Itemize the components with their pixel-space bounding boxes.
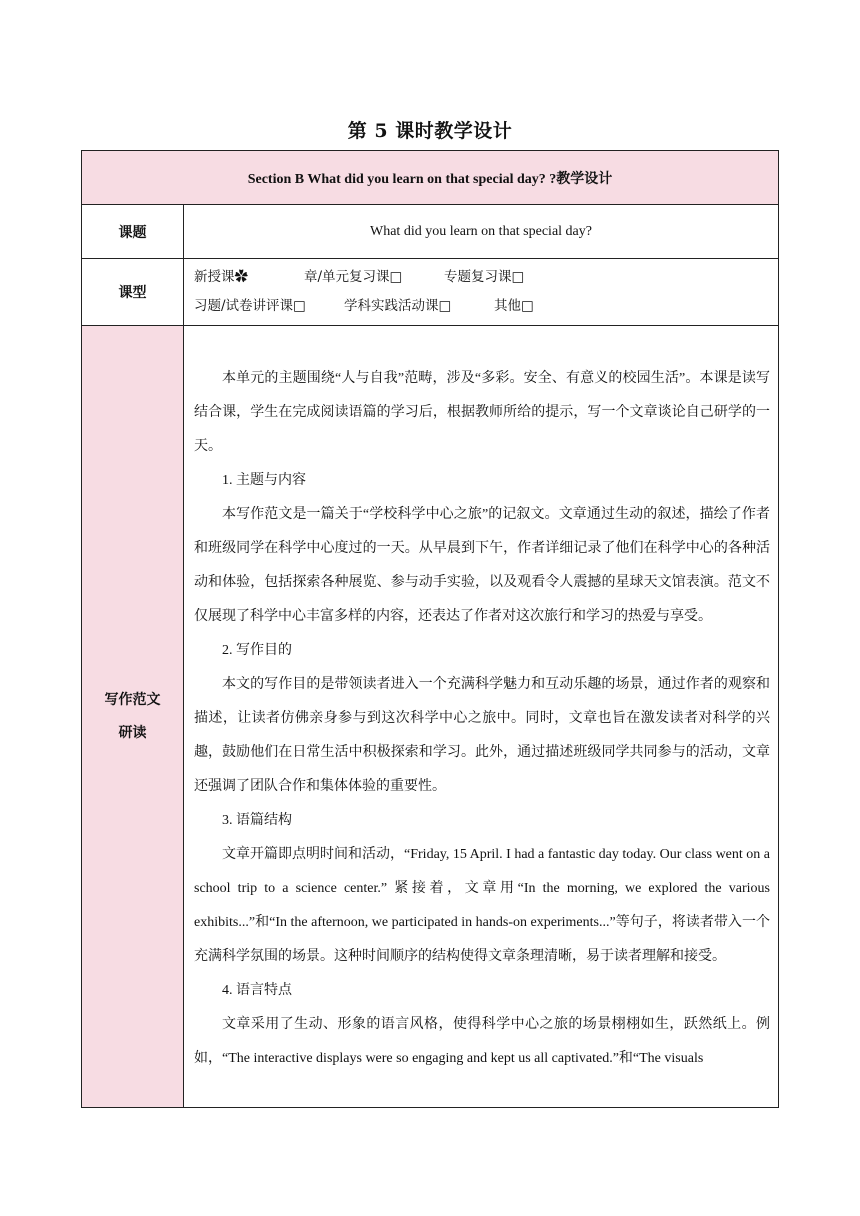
theme-paragraph: 本写作范文是一篇关于“学校科学中心之旅”的记叙文。文章通过生动的叙述，描绘了作者和班级同学在科学中心度过的一天。从早晨到下午，作者详细记录了他们在科学中心的各种活动和体验，包括探索各种展览、参与动手实验，以及观看令人震撼的星球天文馆表演。范文不仅展现了科学中心丰富多样的内容，还表达了作者对这次旅行和学习的热爱与享受。 bbox=[194, 507, 770, 624]
lesson-plan-table bbox=[81, 150, 779, 1108]
page-title: 第 5 课时教学设计 bbox=[347, 120, 513, 142]
lesson-type-option: 专题复习课□ bbox=[444, 269, 525, 285]
topic-value: What did you learn on that special day? bbox=[184, 205, 779, 259]
writing-analysis-row bbox=[82, 326, 779, 1108]
lesson-type-option: 新授课✿ bbox=[194, 269, 248, 285]
section-heading-structure: 3. 语篇结构 bbox=[222, 813, 292, 828]
lesson-type-row bbox=[82, 259, 779, 326]
lesson-type-label: 课型 bbox=[82, 259, 184, 326]
section-heading-purpose: 2. 写作目的 bbox=[222, 643, 292, 658]
lesson-type-option: 学科实践活动课□ bbox=[344, 298, 452, 314]
lesson-type-line-2 bbox=[194, 292, 778, 321]
writing-analysis-label-line1: 写作范文 bbox=[104, 691, 161, 708]
lesson-type-option: 其他□ bbox=[494, 298, 534, 314]
lesson-type-option: 章/单元复习课□ bbox=[304, 269, 403, 285]
language-paragraph: 文章采用了生动、形象的语言风格，使得科学中心之旅的场景栩栩如生，跃然纸上。例如，“The interactive displays were so engaging and kept us all captivated.”和“The visuals bbox=[194, 1017, 770, 1066]
structure-paragraph: 文章开篇即点明时间和活动，“Friday, 15 April. I had a fantastic day today. Our class went on a school trip to a science center.” 紧接着，文章用“In the morning, we explored the various exhibits...”和“In the afternoon, we participated in hands-on experiments...”等句子，将读者带入一个充满科学氛围的场景。这种时间顺序的结构使得文章条理清晰，易于读者理解和接受。 bbox=[194, 847, 770, 964]
section-heading-language: 4. 语言特点 bbox=[222, 983, 292, 998]
intro-paragraph: 本单元的主题围绕“人与自我”范畴，涉及“多彩。安全、有意义的校园生活”。本课是读写结合课，学生在完成阅读语篇的学习后，根据教师所给的提示，写一个文章谈论自己研学的一天。 bbox=[194, 371, 770, 454]
table-header: Section B What did you learn on that special day? ?教学设计 bbox=[82, 151, 779, 205]
writing-analysis-content bbox=[184, 326, 779, 1108]
table-header-row bbox=[82, 151, 779, 205]
lesson-type-line-1 bbox=[194, 263, 778, 292]
topic-label: 课题 bbox=[82, 205, 184, 259]
writing-analysis-label-line2: 研读 bbox=[118, 724, 147, 741]
writing-analysis-label bbox=[82, 326, 184, 1108]
section-heading-theme: 1. 主题与内容 bbox=[222, 473, 306, 488]
lesson-type-options bbox=[184, 259, 779, 326]
lesson-type-option: 习题/试卷讲评课□ bbox=[194, 298, 306, 314]
topic-row bbox=[82, 205, 779, 259]
purpose-paragraph: 本文的写作目的是带领读者进入一个充满科学魅力和互动乐趣的场景，通过作者的观察和描述，让读者仿佛亲身参与到这次科学中心之旅中。同时，文章也旨在激发读者对科学的兴趣，鼓励他们在日常生活中积极探索和学习。此外，通过描述班级同学共同参与的活动，文章还强调了团队合作和集体体验的重要性。 bbox=[194, 677, 770, 794]
